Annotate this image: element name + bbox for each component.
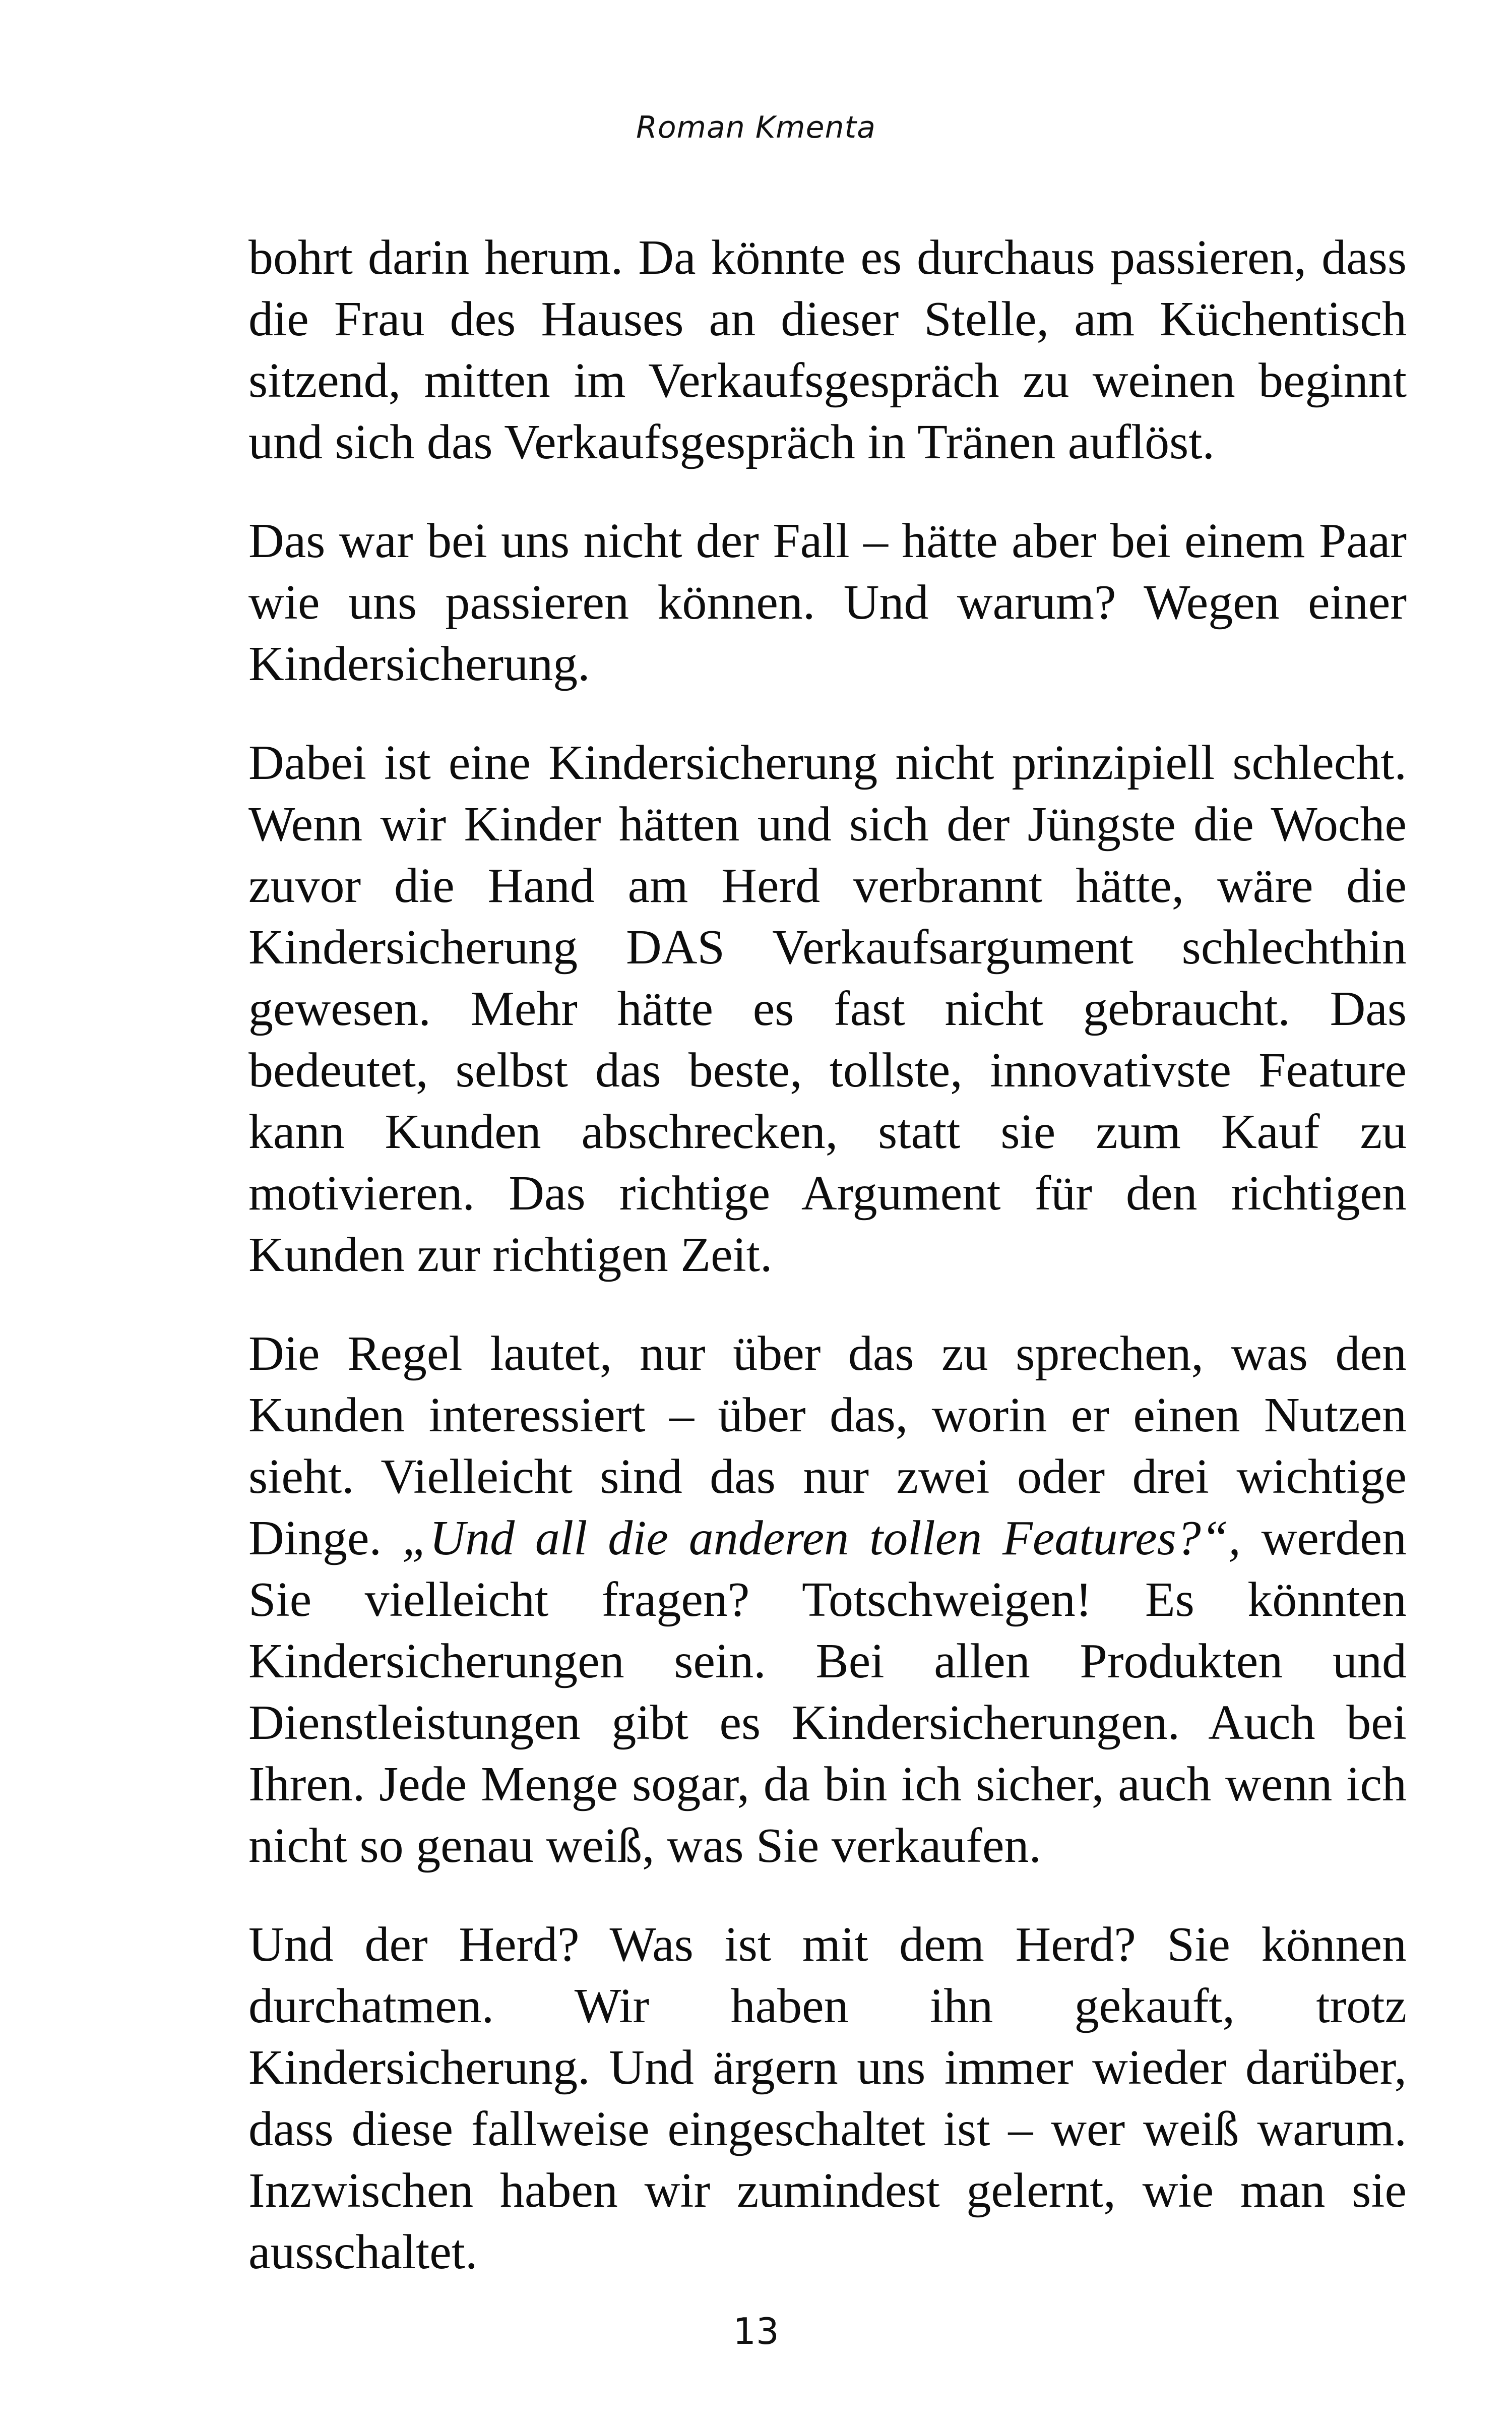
paragraph-4	[248, 1323, 1407, 1877]
paragraph-4-italic-quote: „Und all die anderen tollen Features?“,	[402, 1511, 1241, 1565]
paragraph-2: Das war bei uns nicht der Fall – hätte aber bei einem Paar wie uns passieren können. Und warum? Wegen einer Kindersicherung.	[248, 514, 1407, 691]
running-header-author: Roman Kmenta	[636, 110, 876, 145]
body-text	[248, 227, 1407, 2320]
paragraph-4-text-before-quote: Die Regel lautet, nur über das zu sprechen, was den Kunden interessiert – über das, worin er einen Nutzen sieht. Vielleicht sind das nur zwei oder drei wichtige Dinge.	[248, 1326, 1407, 1565]
page-number: 13	[733, 2310, 779, 2352]
paragraph-1: bohrt darin herum. Da könnte es durchaus passieren, dass die Frau des Hauses an dieser Stelle, am Küchentisch sitzend, mitten im Verkaufsgespräch zu weinen beginnt und sich das Verkaufsgespräch in Tränen auflöst.	[248, 230, 1407, 469]
paragraph-3: Dabei ist eine Kindersicherung nicht prinzipiell schlecht. Wenn wir Kinder hätten und sich der Jüngste die Woche zuvor die Hand am Herd verbrannt hätte, wäre die Kindersicherung DAS Verkaufsargument schlechthin gewesen. Mehr hätte es fast nicht gebraucht. Das bedeutet, selbst das beste, tollste, innovativste Feature kann Kunden abschrecken, statt sie zum Kauf zu motivieren. Das richtige Argument für den richtigen Kunden zur richtigen Zeit.	[248, 736, 1407, 1282]
paragraph-4-text-after-quote: werden Sie vielleicht fragen? Totschweigen! Es könnten Kindersicherungen sein. Bei allen Produkten und Dienstleistungen gibt es Kindersicherungen. Auch bei Ihren. Jede Menge sogar, da bin ich sicher, auch wenn ich nicht so genau weiß, was Sie verkaufen.	[248, 1511, 1407, 1873]
paragraph-5: Und der Herd? Was ist mit dem Herd? Sie können durchatmen. Wir haben ihn gekauft, trotz Kindersicherung. Und ärgern uns immer wieder darüber, dass diese fallweise eingeschaltet ist – wer weiß warum. Inzwischen haben wir zumindest gelernt, wie man sie ausschaltet.	[248, 1917, 1407, 2279]
